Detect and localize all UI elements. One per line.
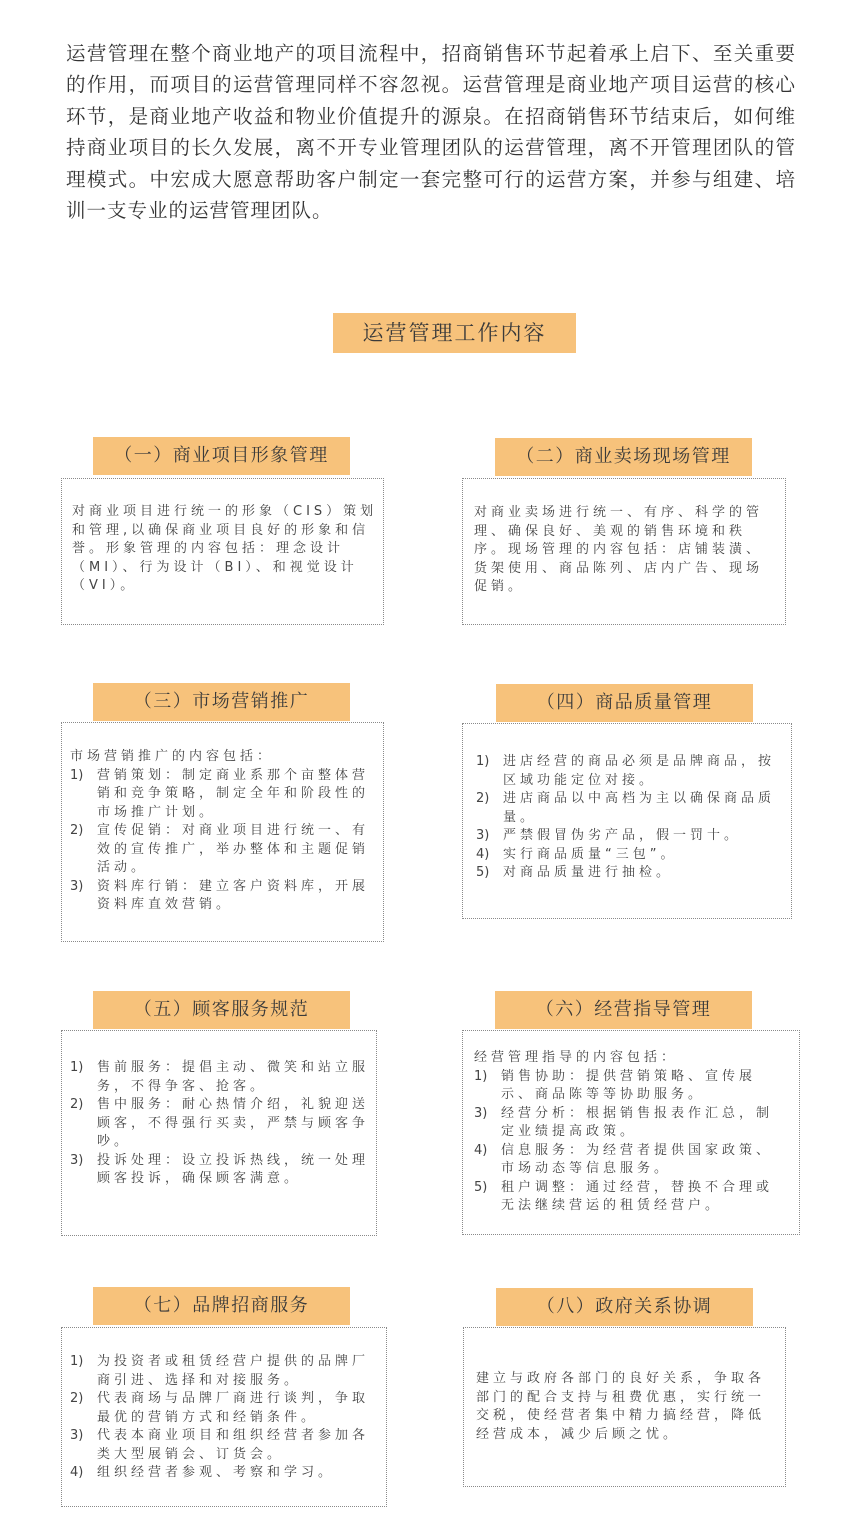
card-list (474, 1068, 786, 1216)
card-body (474, 1049, 786, 1216)
card-body (72, 503, 378, 596)
card-title: （三）市场营销推广 (93, 683, 350, 721)
card-intro: 经营管理指导的内容包括： (474, 1050, 679, 1065)
list-item: 2) 宣传促销：对商业项目进行统一、有效的宣传推广，举办整体和主题促销活动。 (70, 823, 370, 875)
card-body (70, 1059, 370, 1189)
section-title: 运营管理工作内容 (333, 313, 576, 353)
list-item: 3) 资料库行销：建立客户资料库，开展资料库直效营销。 (70, 878, 370, 912)
card-body (476, 753, 781, 883)
card-body (70, 748, 378, 915)
list-item: 4) 信息服务：为经营者提供国家政策、市场动态等信息服务。 (474, 1142, 774, 1176)
card-title: （四）商品质量管理 (496, 684, 753, 722)
card-list (70, 767, 378, 915)
card-list (70, 1353, 380, 1483)
list-item: 4) 实行商品质量“三包”。 (476, 846, 678, 862)
intro-paragraph: 运营管理在整个商业地产的项目流程中，招商销售环节起着承上启下、至关重要的作用，而项目的运营管理同样不容忽视。运营管理是商业地产项目运营的核心环节，是商业地产收益和物业价值提升的源泉。在招商销售环节结束后，如何维持商业项目的长久发展，离不开专业管理团队的运营管理，离不开管理团队的管理模式。中宏成大愿意帮助客户制定一套完整可行的运营方案，并参与组建、培训一支专业的运营管理团队。 (66, 42, 796, 223)
list-item: 1) 销售协助：提供营销策略、宣传展示、商品陈等等协助服务。 (474, 1068, 757, 1102)
list-item: 1) 售前服务：提倡主动、微笑和站立服务，不得争客、抢客。 (70, 1060, 370, 1094)
list-item: 1) 进店经营的商品必须是品牌商品，按区域功能定位对接。 (476, 754, 776, 788)
list-item: 1) 营销策划：制定商业系那个亩整体营销和竞争策略，制定全年和阶段性的市场推广计划。 (70, 767, 370, 820)
card-list (70, 1059, 370, 1189)
card-title: （一）商业项目形象管理 (93, 437, 350, 475)
card-intro: 市场营销推广的内容包括： (70, 749, 275, 764)
list-item: 3) 经营分析：根据销售报表作汇总，制定业绩提高政策。 (474, 1105, 774, 1139)
card-paragraph: 对商业项目进行统一的形象（CIS）策划和管理,以确保商业项目良好的形象和信誉。形象管理的内容包括：理念设计（MI）、行为设计（BI）、和视觉设计（VI）。 (72, 504, 378, 593)
list-item: 1) 为投资者或租赁经营户提供的品牌厂商引进、选择和对接服务。 (70, 1354, 370, 1388)
card-paragraph: 对商业卖场进行统一、有序、科学的管理、确保良好、美观的销售环境和秩序。现场管理的内容包括：店铺装潢、货架使用、商品陈列、店内广告、现场促销。 (474, 505, 764, 594)
list-item: 2) 售中服务：耐心热情介绍，礼貌迎送顾客，不得强行买卖，严禁与顾客争吵。 (70, 1097, 370, 1149)
card-body (70, 1353, 380, 1483)
card-title: （二）商业卖场现场管理 (495, 438, 752, 476)
list-item: 5) 对商品质量进行抽检。 (476, 865, 674, 880)
list-item: 3) 投诉处理：设立投诉热线，统一处理顾客投诉，确保顾客满意。 (70, 1152, 370, 1186)
card-title: （六）经营指导管理 (495, 991, 752, 1029)
card-title: （八）政府关系协调 (496, 1288, 753, 1326)
list-item: 2) 进店商品以中高档为主以确保商品质量。 (476, 791, 776, 825)
list-item: 5) 租户调整：通过经营，替换不合理或无法继续营运的租赁经营户。 (474, 1179, 774, 1213)
list-item: 4) 组织经营者参观、考察和学习。 (70, 1465, 336, 1480)
card-body (474, 504, 776, 597)
card-title: （五）顾客服务规范 (93, 991, 350, 1029)
card-paragraph: 建立与政府各部门的良好关系，争取各部门的配合支持与租费优惠，实行统一交税，使经营者集中精力搞经营，降低经营成本，减少后顾之忧。 (476, 1371, 766, 1442)
card-list (476, 753, 781, 883)
card-body (476, 1370, 776, 1444)
card-title: （七）品牌招商服务 (93, 1287, 350, 1325)
list-item: 3) 代表本商业项目和组织经营者参加各类大型展销会、订货会。 (70, 1428, 370, 1462)
list-item: 2) 代表商场与品牌厂商进行谈判，争取最优的营销方式和经销条件。 (70, 1391, 370, 1425)
list-item: 3) 严禁假冒伪劣产品，假一罚十。 (476, 828, 742, 843)
